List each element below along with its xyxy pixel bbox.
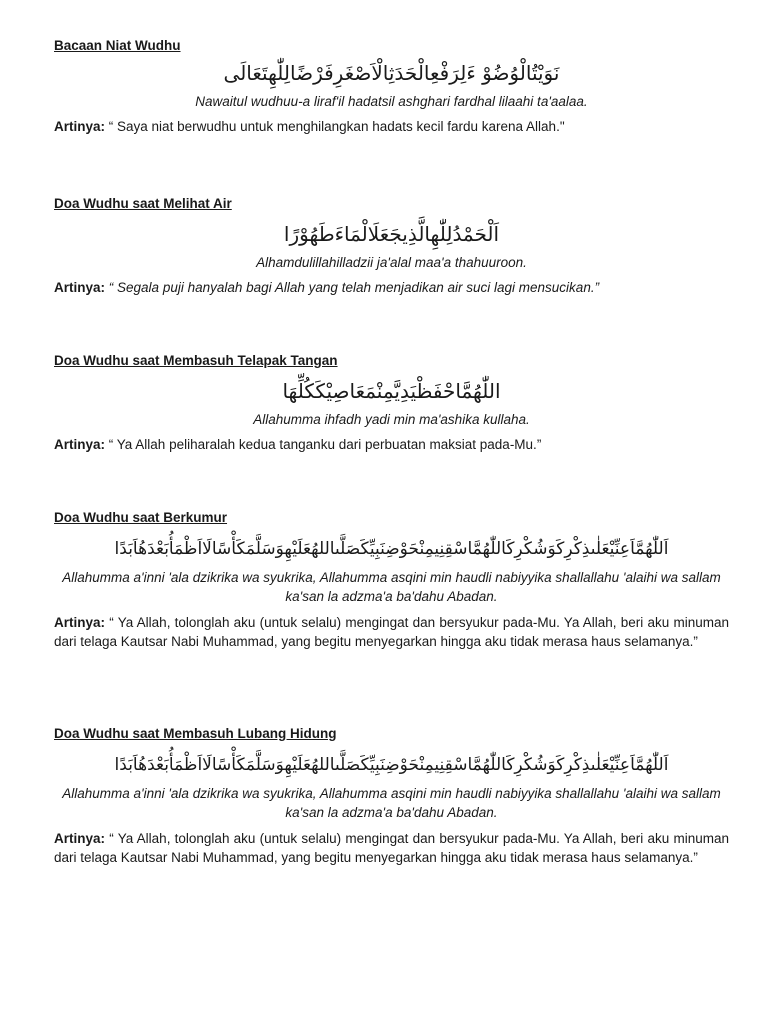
- translation-text: “ Ya Allah, tolonglah aku (untuk selalu) mengingat dan bersyukur pada-Mu. Ya Allah, beri aku minuman dari telaga Kautsar Nabi Muhammad, yang begitu menyegarkan hingga aku tidak merasa haus selamanya.”: [54, 831, 729, 865]
- translation-text: “ Saya niat berwudhu untuk menghilangkan hadats kecil fardu karena Allah.": [108, 119, 565, 134]
- section-lubang-hidung: [54, 726, 729, 867]
- arabic-text: اَلْحَمْدُلِلّٰهِالَّذِيجَعَلَالْمَاءَطَهُوْرًا: [283, 222, 500, 246]
- translation-label: Artinya:: [54, 615, 106, 630]
- translation-label: Artinya:: [54, 437, 106, 452]
- latin-transliteration: Nawaitul wudhuu-a liraf'il hadatsil ashghari fardhal lilaahi ta'aalaa.: [195, 94, 588, 109]
- latin-transliteration: Alhamdulillahilladzii ja'alal maa'a thahuuroon.: [256, 255, 527, 270]
- section-title: Doa Wudhu saat Berkumur: [54, 510, 228, 525]
- translation: [54, 278, 729, 297]
- section-title: Doa Wudhu saat Melihat Air: [54, 196, 232, 211]
- translation-text: “ Ya Allah, tolonglah aku (untuk selalu) mengingat dan bersyukur pada-Mu. Ya Allah, beri aku minuman dari telaga Kautsar Nabi Muhammad, yang begitu menyegarkan hingga aku tidak merasa haus selamanya.”: [54, 615, 729, 649]
- arabic-text: نَوَيْتُالْوُضُوْ ءَلِرَفْعِالْحَدَثِالْاَصْغَرِفَرْضًالِلّٰهِتَعَالَى: [223, 61, 560, 85]
- translation: [54, 117, 729, 136]
- latin-transliteration: Allahumma a'inni 'ala dzikrika wa syukrika, Allahumma asqini min haudli nabiyyika shallallahu 'alaihi wa sallam ka'san la adzma'a ba'dahu Abadan.: [62, 786, 721, 820]
- section-title: Bacaan Niat Wudhu: [54, 38, 181, 53]
- arabic-text: اَللّٰهُمَّاَعِنِّيْعَلٰىذِكْرِكَوَشُكْرِكَاللّٰهُمَّاسْقِنِيمِنْحَوْضِنَبِيِّكَصَلَّىاللهُعَلَيْهِوَسَلَّمَكَأْسًالَااَظْمَأُبَعْدَهُاَبَدًا: [114, 755, 669, 775]
- section-telapak-tangan: [54, 353, 729, 454]
- translation: [54, 829, 729, 867]
- translation-text: “ Segala puji hanyalah bagi Allah yang telah menjadikan air suci lagi mensucikan.”: [108, 280, 600, 295]
- section-niat-wudhu: [54, 38, 729, 136]
- latin-transliteration: Allahumma ihfadh yadi min ma'ashika kullaha.: [253, 412, 530, 427]
- latin-transliteration: Allahumma a'inni 'ala dzikrika wa syukrika, Allahumma asqini min haudli nabiyyika shallallahu 'alaihi wa sallam ka'san la adzma'a ba'dahu Abadan.: [62, 570, 721, 604]
- arabic-text: اَللّٰهُمَّاَعِنِّيْعَلٰىذِكْرِكَوَشُكْرِكَاللّٰهُمَّاسْقِنِيمِنْحَوْضِنَبِيِّكَصَلَّىاللهُعَلَيْهِوَسَلَّمَكَأْسًالَااَظْمَأُبَعْدَهُاَبَدًا: [114, 539, 669, 559]
- section-title: Doa Wudhu saat Membasuh Telapak Tangan: [54, 353, 338, 368]
- translation-text: “ Ya Allah peliharalah kedua tanganku dari perbuatan maksiat pada-Mu.”: [108, 437, 542, 452]
- translation-label: Artinya:: [54, 831, 106, 846]
- section-melihat-air: [54, 196, 729, 297]
- translation-label: Artinya:: [54, 280, 106, 295]
- translation-label: Artinya:: [54, 119, 106, 134]
- translation: [54, 435, 729, 454]
- section-berkumur: [54, 510, 729, 651]
- section-title: Doa Wudhu saat Membasuh Lubang Hidung: [54, 726, 337, 741]
- translation: [54, 613, 729, 651]
- arabic-text: اللّٰهُمَّاحْفَظْيَدِيَّمِنْمَعَاصِيْكَكُلِّهَا: [282, 379, 501, 403]
